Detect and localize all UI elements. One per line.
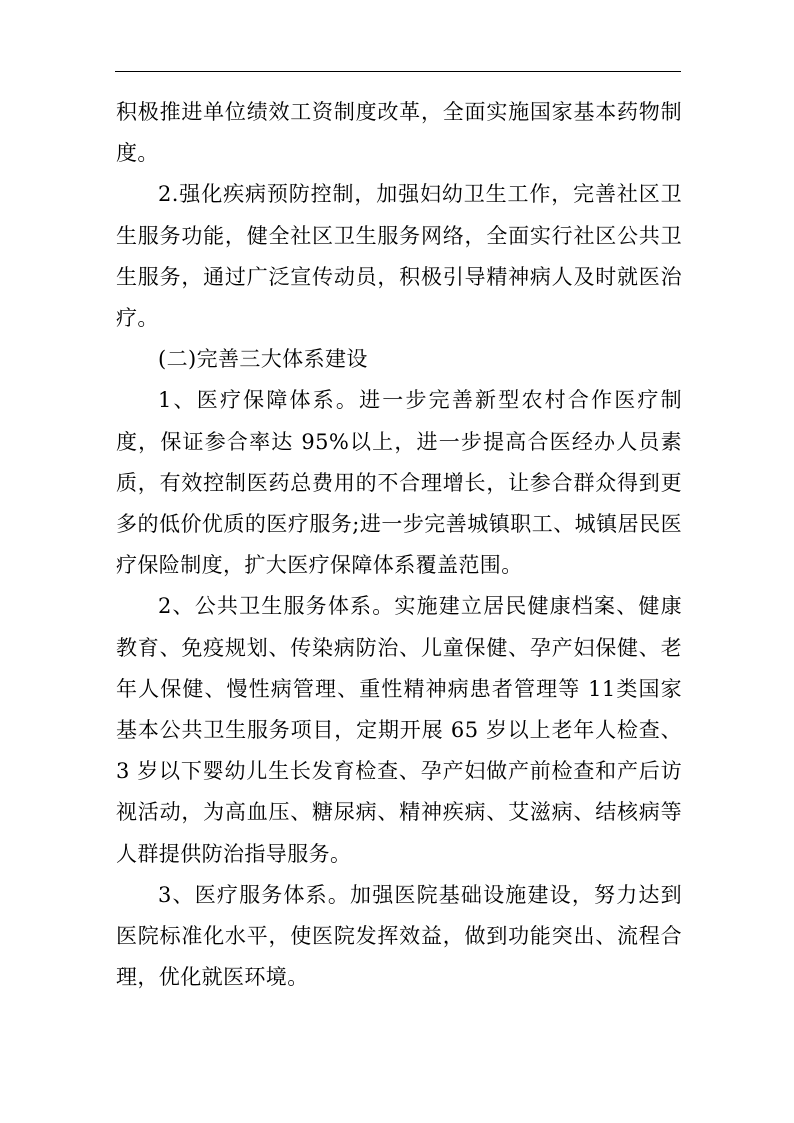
document-body (116, 92, 682, 998)
paragraph-continuation: 积极推进单位绩效工资制度改革，全面实施国家基本药物制度。 (116, 100, 682, 166)
paragraph-medical-service-system: 3、医疗服务体系。加强医院基础设施建设，努力达到医院标准化水平，使医院发挥效益，做到功能突出、流程合理，优化就医环境。 (116, 882, 682, 990)
paragraph-public-health-system: 2、公共卫生服务体系。实施建立居民健康档案、健康教育、免疫规划、传染病防治、儿童保健、孕产妇保健、老年人保健、慢性病管理、重性精神病患者管理等 11类国家基本公共卫生服务项目，定期开展 65 岁以上老年人检查、3 岁以下婴幼儿生长发育检查、孕产妇做产前检查和产后访视活动，为高血压、糖尿病、精神疾病、艾滋病、结核病等人群提供防治指导服务。 (116, 594, 682, 866)
paragraph-disease-prevention: 2.强化疾病预防控制，加强妇幼卫生工作，完善社区卫生服务功能，健全社区卫生服务网络，全面实行社区公共卫生服务，通过广泛宣传动员，积极引导精神病人及时就医治疗。 (116, 182, 682, 331)
header-rule (115, 71, 681, 72)
paragraph-medical-insurance-system: 1、医疗保障体系。进一步完善新型农村合作医疗制度，保证参合率达 95%以上，进一步提高合医经办人员素质，有效控制医药总费用的不合理增长，让参合群众得到更多的低价优质的医疗服务;进一步完善城镇职工、城镇居民医疗保险制度，扩大医疗保障体系覆盖范围。 (116, 388, 682, 578)
section-heading: (二)完善三大体系建设 (158, 347, 368, 372)
